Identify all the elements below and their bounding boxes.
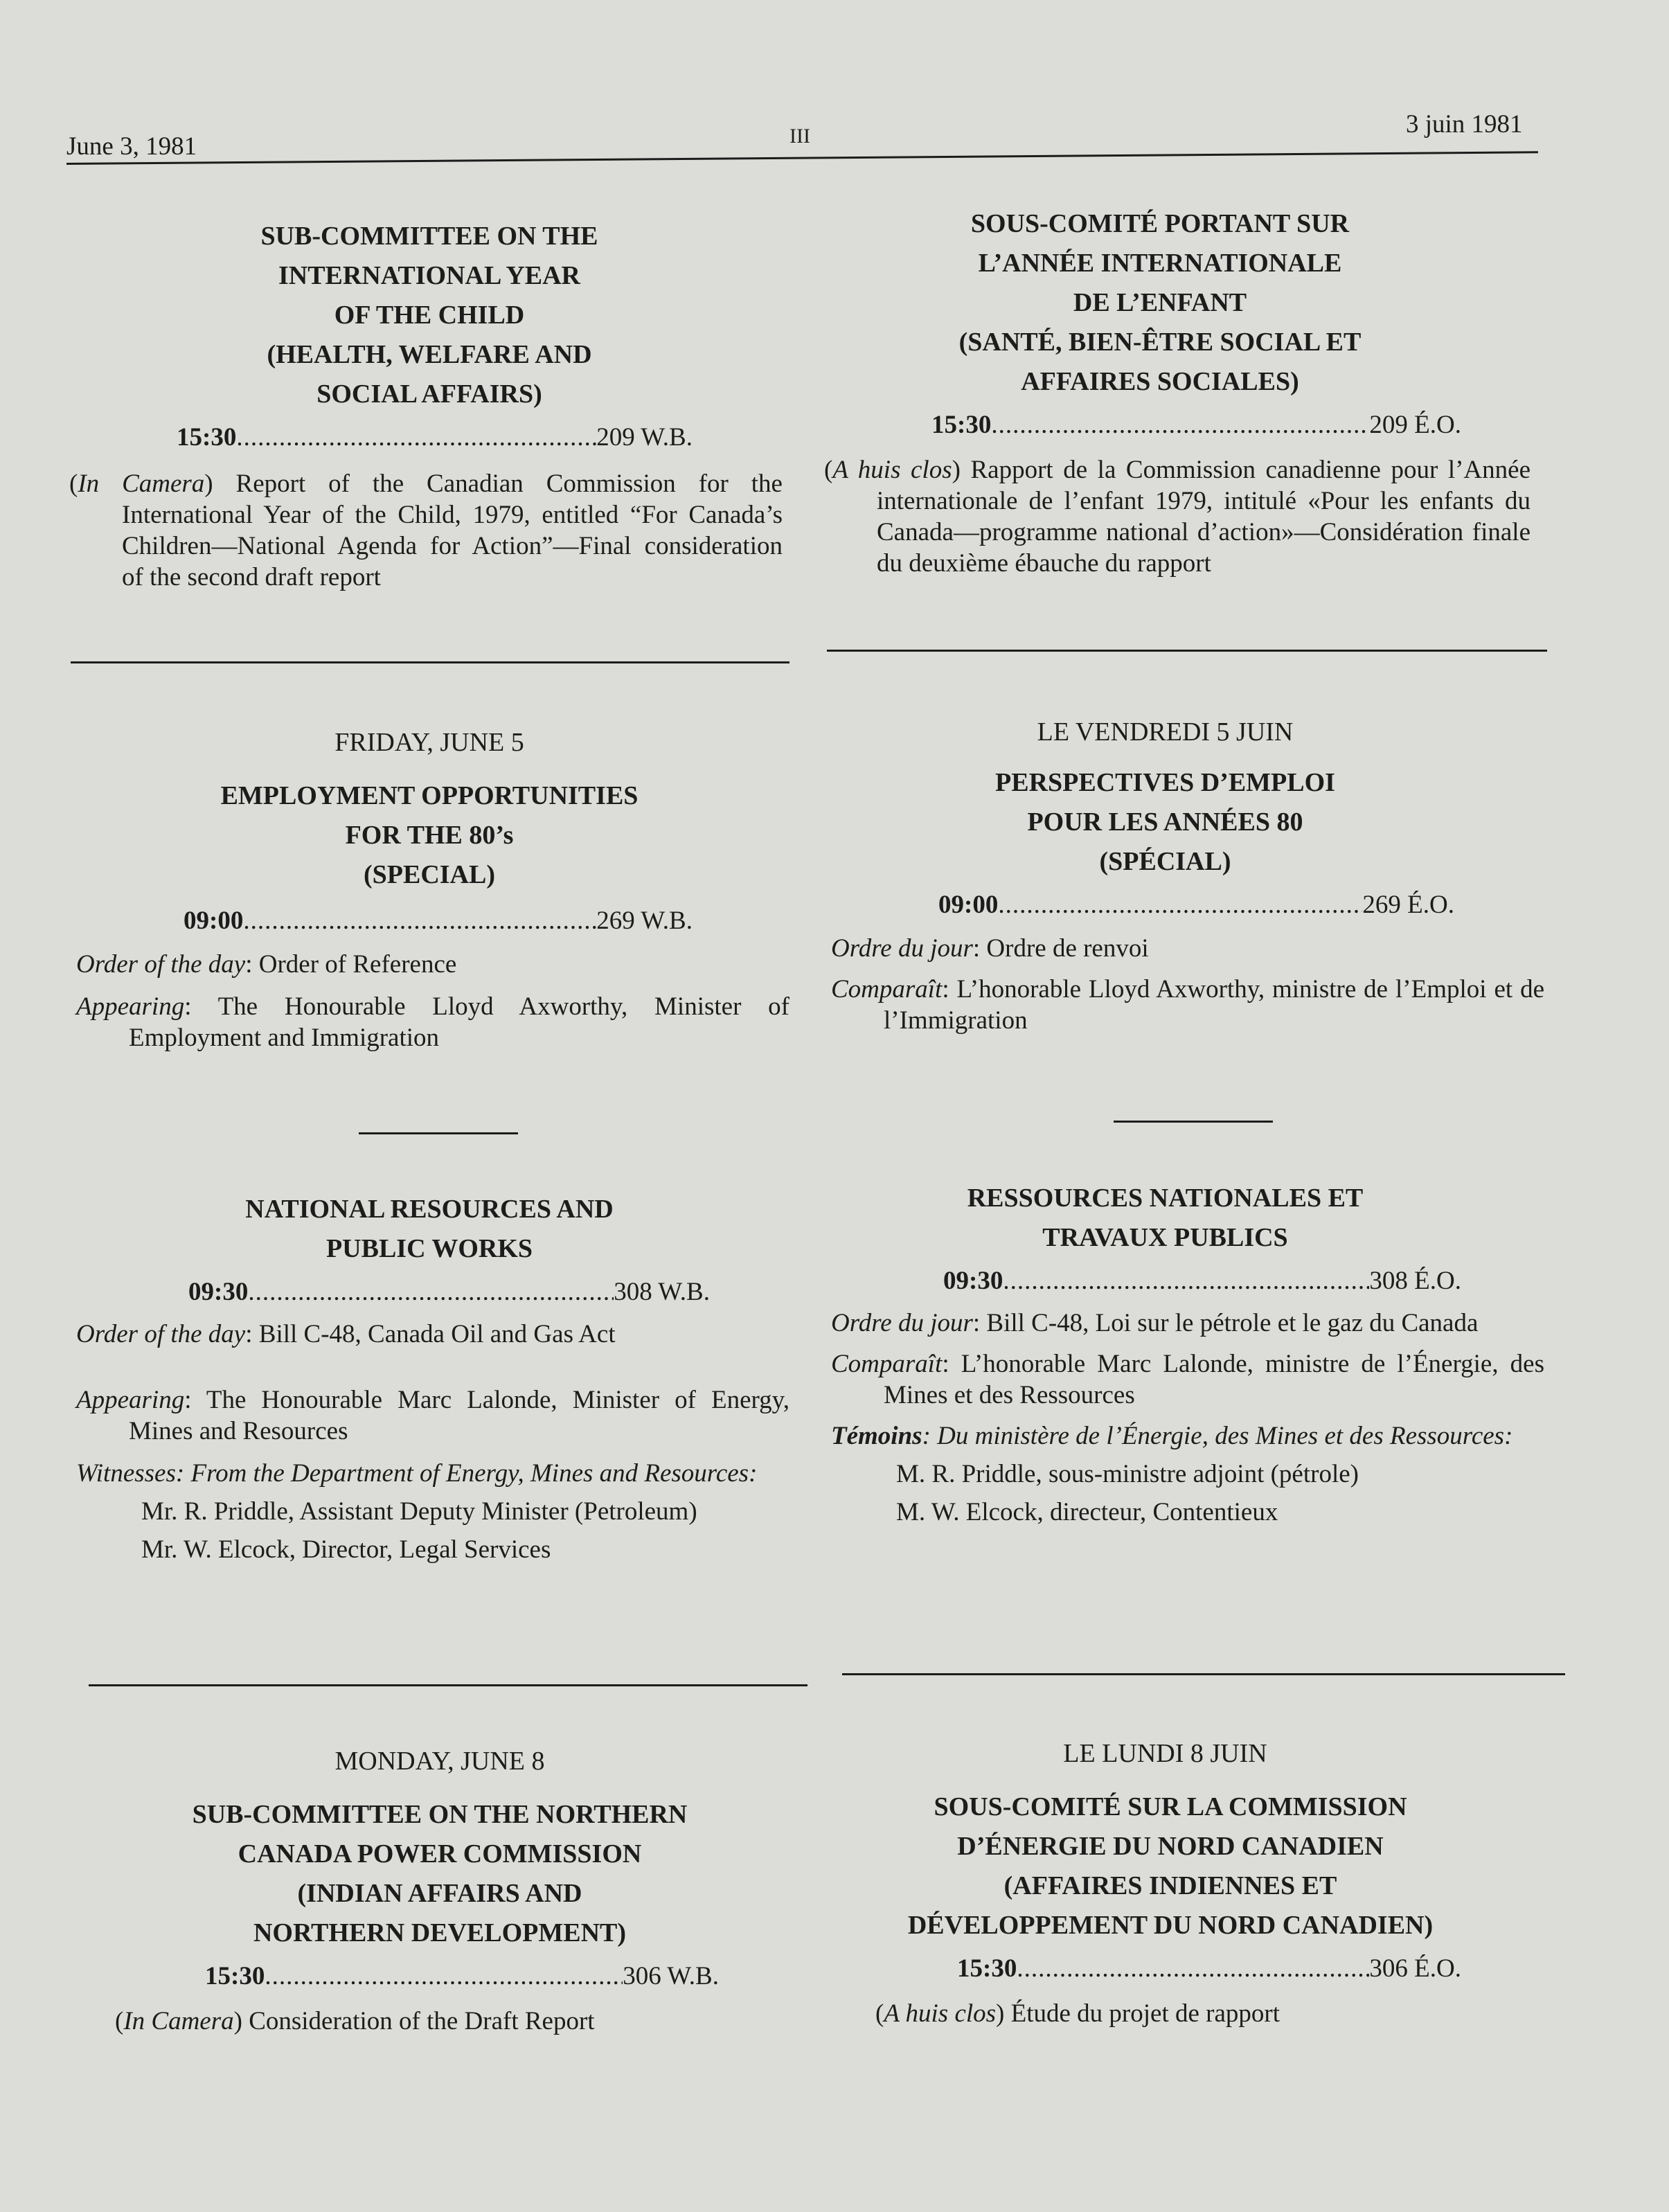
order-of-day — [69, 1319, 789, 1350]
leader-dots — [1003, 1263, 1369, 1299]
meeting-day: MONDAY, JUNE 8 — [334, 1747, 545, 1776]
appearing — [69, 991, 789, 1053]
appearing-text: : The Honourable Marc Lalonde, Minister of Energy, Mines and Resources — [129, 1386, 789, 1445]
section-divider — [71, 661, 789, 663]
short-divider — [1114, 1121, 1273, 1123]
order-label: Order of the day — [76, 950, 246, 979]
title-line: (SPECIAL) — [363, 860, 496, 889]
meeting-time-row — [931, 407, 1461, 443]
note-text: Consideration of the Draft Report — [242, 2007, 595, 2035]
title-line: (INDIAN AFFAIRS AND — [297, 1879, 582, 1908]
leader-dots — [1017, 1951, 1369, 1987]
order-of-day — [824, 933, 1544, 964]
section-title — [824, 1787, 1544, 1945]
section-divider — [827, 650, 1547, 652]
order-text: : Ordre de renvoi — [972, 934, 1149, 963]
section-national-resources-fr — [824, 1179, 1544, 1528]
header-date-english: June 3, 1981 — [66, 132, 197, 161]
meeting-time-row — [205, 1959, 719, 1995]
meeting-time-row — [957, 1951, 1461, 1987]
note-label: A huis clos — [884, 1999, 997, 2028]
order-of-day — [824, 1308, 1544, 1339]
title-line: RESSOURCES NATIONALES ET — [967, 1184, 1364, 1213]
section-employment-fr — [824, 713, 1544, 1036]
order-label: Order of the day — [76, 1320, 246, 1348]
appearing-text: : L’honorable Lloyd Axworthy, ministre de l’Emploi et de l’Immigration — [884, 975, 1544, 1035]
meeting-day: LE LUNDI 8 JUIN — [1063, 1739, 1267, 1768]
title-line: SOUS-COMITÉ SUR LA COMMISSION — [934, 1792, 1407, 1821]
note-label: In Camera — [123, 2007, 234, 2035]
meeting-note: (A huis clos) Étude du projet de rapport — [875, 1999, 1280, 2028]
witnesses-label: Témoins — [831, 1422, 922, 1450]
note-text: Rapport de la Commission canadienne pour l’Année internationale de l’enfant 1979, intitulé «Pour les enfants du Canada—programme national d’action»—Considération finale du deuxième ébauche du rapport — [877, 456, 1530, 578]
section-employment — [69, 724, 789, 1053]
order-text: : Order of Reference — [245, 950, 457, 979]
note-label: A huis clos — [832, 456, 952, 484]
meeting-time: 15:30 — [177, 423, 237, 452]
meeting-time: 09:00 — [184, 907, 244, 935]
section-title — [824, 1179, 1544, 1258]
leader-dots — [243, 903, 596, 939]
title-line: DE L’ENFANT — [1073, 288, 1247, 317]
order-label: Ordre du jour — [831, 1309, 973, 1337]
title-line: NATIONAL RESOURCES AND — [245, 1195, 614, 1224]
french-column — [824, 0, 1544, 2212]
meeting-time: 15:30 — [931, 411, 992, 439]
note-text: Report of the Canadian Commission for the International Year of the Child, 1979, entitled “For Canada’s Children—National Agenda for Action”—Final consideration of the second draft report — [122, 470, 783, 591]
title-line: SUB-COMMITTEE ON THE — [260, 222, 598, 251]
section-title — [824, 763, 1544, 882]
title-line: SOCIAL AFFAIRS) — [316, 380, 542, 409]
short-divider — [359, 1132, 518, 1134]
meeting-room: 209 W.B. — [596, 423, 693, 452]
title-line: SOUS-COMITÉ PORTANT SUR — [970, 209, 1350, 238]
meeting-room: 306 W.B. — [623, 1962, 719, 1990]
title-line: DÉVELOPPEMENT DU NORD CANADIEN) — [907, 1911, 1434, 1940]
title-line: D’ÉNERGIE DU NORD CANADIEN — [957, 1832, 1384, 1861]
section-title — [69, 1190, 789, 1269]
header-date-french: 3 juin 1981 — [1406, 110, 1523, 139]
section-divider — [842, 1673, 1565, 1675]
leader-dots — [248, 1274, 614, 1310]
section-title — [69, 1795, 789, 1953]
title-line: SUB-COMMITTEE ON THE NORTHERN — [192, 1800, 688, 1829]
meeting-time: 09:30 — [943, 1267, 1003, 1295]
title-line: AFFAIRES SOCIALES) — [1021, 367, 1299, 396]
witnesses-text: : From the Department of Energy, Mines and Resources: — [175, 1459, 758, 1488]
title-line: NORTHERN DEVELOPMENT) — [253, 1918, 627, 1947]
meeting-room: 269 W.B. — [596, 907, 693, 935]
section-child-committee — [69, 217, 789, 593]
note-label: In Camera — [78, 470, 205, 498]
meeting-time: 15:30 — [205, 1962, 265, 1990]
appearing — [824, 974, 1544, 1036]
witness-entry: M. W. Elcock, directeur, Contentieux — [896, 1498, 1278, 1526]
appearing — [824, 1348, 1544, 1411]
order-text: : Bill C-48, Loi sur le pétrole et le gaz du Canada — [972, 1309, 1479, 1337]
appearing-label: Comparaît — [831, 1350, 943, 1378]
section-northern-power-fr — [824, 1735, 1544, 2029]
appearing-text: : The Honourable Lloyd Axworthy, Minister of Employment and Immigration — [129, 992, 789, 1052]
title-line: PERSPECTIVES D’EMPLOI — [995, 768, 1335, 797]
meeting-room: 269 É.O. — [1362, 891, 1454, 919]
witnesses — [824, 1420, 1544, 1452]
title-line: EMPLOYMENT OPPORTUNITIES — [220, 781, 639, 810]
meeting-room: 209 É.O. — [1369, 411, 1461, 439]
section-northern-power — [69, 1742, 789, 2037]
witnesses — [69, 1458, 789, 1489]
meeting-note: (In Camera) Report of the Canadian Commission for the International Year of the Child, 1979, entitled “For Canada’s Children—National Agenda for Action”—Final consideration of the second draft report — [69, 470, 783, 591]
title-line: TRAVAUX PUBLICS — [1042, 1223, 1288, 1252]
leader-dots — [998, 887, 1362, 923]
title-line: INTERNATIONAL YEAR — [278, 261, 581, 290]
meeting-time-row — [184, 903, 693, 939]
meeting-note: (A huis clos) Rapport de la Commission canadienne pour l’Année internationale de l’enfant 1979, intitulé «Pour les enfants du Canada—programme national d’action»—Considération finale du deuxième ébauche du rapport — [824, 456, 1530, 578]
section-title — [824, 204, 1544, 402]
title-line: L’ANNÉE INTERNATIONALE — [978, 249, 1342, 278]
appearing-label: Appearing — [76, 1386, 185, 1414]
witness-entry: Mr. W. Elcock, Director, Legal Services — [141, 1535, 551, 1564]
leader-dots — [991, 407, 1369, 443]
meeting-time: 09:00 — [938, 891, 999, 919]
title-line: CANADA POWER COMMISSION — [238, 1839, 642, 1868]
order-of-day — [69, 949, 789, 980]
meeting-time-row — [938, 887, 1454, 923]
witness-entry: Mr. R. Priddle, Assistant Deputy Minister (Petroleum) — [141, 1497, 697, 1526]
order-label: Ordre du jour — [831, 934, 973, 963]
witness-entry: M. R. Priddle, sous-ministre adjoint (pétrole) — [896, 1460, 1359, 1488]
leader-dots — [265, 1959, 623, 1995]
meeting-time: 09:30 — [188, 1278, 249, 1306]
title-line: POUR LES ANNÉES 80 — [1027, 808, 1303, 837]
appearing — [69, 1384, 789, 1447]
english-column — [69, 0, 789, 2212]
section-title — [69, 776, 789, 895]
meeting-room: 308 É.O. — [1369, 1267, 1461, 1295]
section-divider — [89, 1684, 807, 1686]
note-text: Étude du projet de rapport — [1004, 1999, 1280, 2028]
appearing-text: : L’honorable Marc Lalonde, ministre de l’Énergie, des Mines et des Ressources — [884, 1350, 1544, 1409]
title-line: PUBLIC WORKS — [325, 1234, 533, 1263]
meeting-room: 306 É.O. — [1369, 1954, 1461, 1983]
section-child-committee-fr — [824, 204, 1544, 579]
meeting-time-row — [177, 420, 693, 456]
meeting-time-row — [943, 1263, 1461, 1299]
title-line: (HEALTH, WELFARE AND — [267, 340, 592, 369]
header-page-number: III — [789, 125, 810, 148]
title-line: OF THE CHILD — [334, 301, 525, 330]
order-text: : Bill C-48, Canada Oil and Gas Act — [245, 1320, 616, 1348]
appearing-label: Comparaît — [831, 975, 943, 1004]
witnesses-label: Witnesses — [76, 1459, 176, 1488]
meeting-day: FRIDAY, JUNE 5 — [334, 728, 524, 757]
title-line: (AFFAIRES INDIENNES ET — [1003, 1871, 1337, 1900]
title-line: (SPÉCIAL) — [1099, 847, 1231, 876]
meeting-time: 15:30 — [957, 1954, 1017, 1983]
leader-dots — [236, 420, 596, 456]
witnesses-text: : Du ministère de l’Énergie, des Mines et des Ressources: — [922, 1422, 1513, 1450]
section-national-resources — [69, 1190, 789, 1565]
section-title — [69, 217, 789, 414]
meeting-room: 308 W.B. — [614, 1278, 710, 1306]
title-line: FOR THE 80’s — [345, 821, 514, 850]
meeting-day: LE VENDREDI 5 JUIN — [1037, 717, 1294, 747]
title-line: (SANTÉ, BIEN-ÊTRE SOCIAL ET — [958, 328, 1362, 357]
meeting-note: (In Camera) Consideration of the Draft Report — [115, 2007, 595, 2035]
appearing-label: Appearing — [76, 992, 185, 1021]
meeting-time-row — [188, 1274, 710, 1310]
